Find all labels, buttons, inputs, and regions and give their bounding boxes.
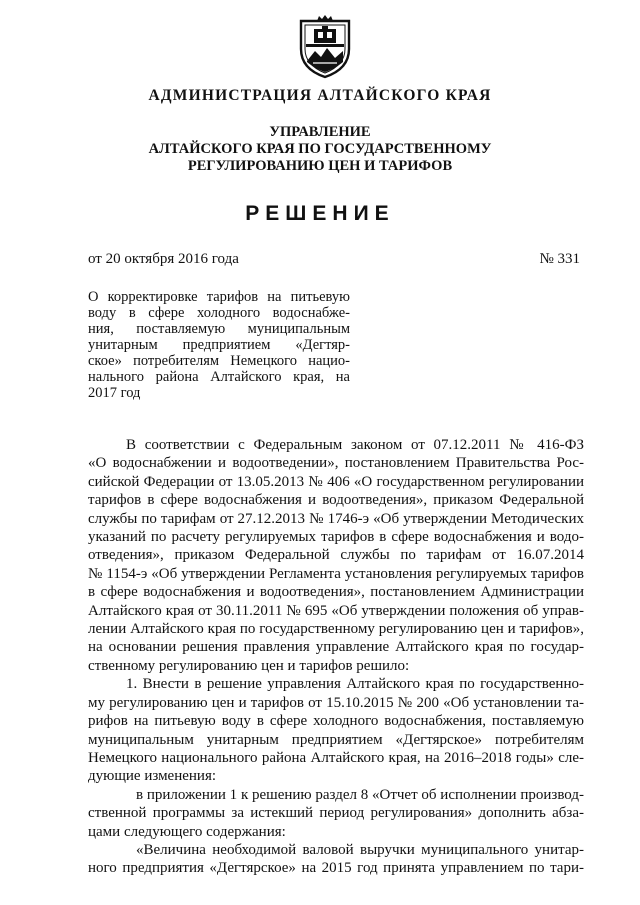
decision-body bbox=[88, 436, 584, 878]
body-line: «Величина необходимой валовой выручки муниципального унитар- bbox=[136, 841, 584, 858]
subject-line: унитарным предприятием «Дегтяр- bbox=[88, 337, 350, 353]
body-line: цами следующего содержания: bbox=[88, 823, 286, 840]
altai-krai-emblem-icon bbox=[297, 15, 353, 79]
decision-number: № 331 bbox=[539, 251, 580, 267]
department-line: УПРАВЛЕНИЕ bbox=[269, 124, 371, 140]
subject-line: ния, поставляемую муниципальным bbox=[88, 321, 350, 337]
body-line: 1. Внести в решение управления Алтайского края по государственно- bbox=[126, 676, 584, 693]
body-line: В соответствии с Федеральным законом от 07.12.2011 № 416-ФЗ bbox=[126, 437, 584, 453]
department-line: АЛТАЙСКОГО КРАЯ ПО ГОСУДАРСТВЕННОМУ bbox=[148, 141, 492, 157]
body-line: Немецкого национального района Алтайского края, на 2016–2018 годы» сле- bbox=[88, 749, 584, 766]
subject-line: ское» потребителям Немецкого нацио- bbox=[88, 353, 350, 369]
body-line: службы по тарифам от 27.12.2013 № 1746-э «Об утверждении Методических bbox=[88, 510, 584, 527]
body-line: отведения», приказом Федеральной службы по тарифам от 16.07.2014 bbox=[88, 547, 584, 564]
decision-date: от 20 октября 2016 года bbox=[88, 251, 239, 267]
department-name bbox=[0, 124, 640, 175]
body-line: «О водоснабжении и водоотведении», постановлением Правительства Рос- bbox=[88, 455, 584, 472]
body-line: муниципальным унитарным предприятием «Дегтярское» потребителям bbox=[88, 731, 584, 748]
body-line: на основании решения правления управление Алтайского края по государ- bbox=[88, 639, 584, 656]
body-line: лении Алтайского края по государственному регулированию цен и тарифов», bbox=[88, 621, 584, 638]
decision-subject bbox=[88, 289, 350, 401]
subject-line: О корректировке тарифов на питьевую bbox=[88, 289, 350, 305]
body-line: рифов на питьевую воду в сфере холодного водоснабжения, поставляемую bbox=[88, 713, 584, 730]
body-line: ственному регулированию цен и тарифов решило: bbox=[88, 657, 410, 674]
body-line: № 1154-э «Об утверждении Регламента установления регулируемых тарифов bbox=[88, 565, 584, 582]
subject-line: 2017 год bbox=[88, 385, 141, 401]
document-type-title: РЕШЕНИЕ bbox=[245, 202, 395, 225]
body-line: ного предприятия «Дегтярское» на 2015 год принята управлением по тари- bbox=[88, 860, 584, 877]
body-line: ственной программы за истекший период регулирования» дополнить абза- bbox=[88, 805, 584, 822]
body-line: в сфере водоснабжения и водоотведения», постановлением Администрации bbox=[88, 584, 584, 601]
department-line: РЕГУЛИРОВАНИЮ ЦЕН И ТАРИФОВ bbox=[187, 158, 453, 174]
body-line: дующие изменения: bbox=[88, 768, 217, 785]
body-line: сийской Федерации от 13.05.2013 № 406 «О государственном регулировании bbox=[88, 473, 584, 490]
body-line: тарифов в сфере водоснабжения и водоотведения», приказом Федеральной bbox=[88, 492, 584, 509]
body-line: в приложении 1 к решению раздел 8 «Отчет об исполнении производ- bbox=[136, 786, 584, 803]
body-line: Алтайского края от 30.11.2011 № 695 «Об утверждении положения об управ- bbox=[88, 602, 584, 619]
subject-line: воду в сфере холодного водоснабже- bbox=[88, 305, 350, 321]
body-line: указаний по расчету регулируемых тарифов в сфере водоснабжения и водо- bbox=[88, 529, 584, 546]
subject-line: нального района Алтайского края, на bbox=[88, 369, 350, 385]
body-line: му регулированию цен и тарифов от 15.10.2015 № 200 «Об установлении та- bbox=[88, 694, 584, 711]
administration-title: АДМИНИСТРАЦИЯ АЛТАЙСКОГО КРАЯ bbox=[148, 87, 492, 104]
